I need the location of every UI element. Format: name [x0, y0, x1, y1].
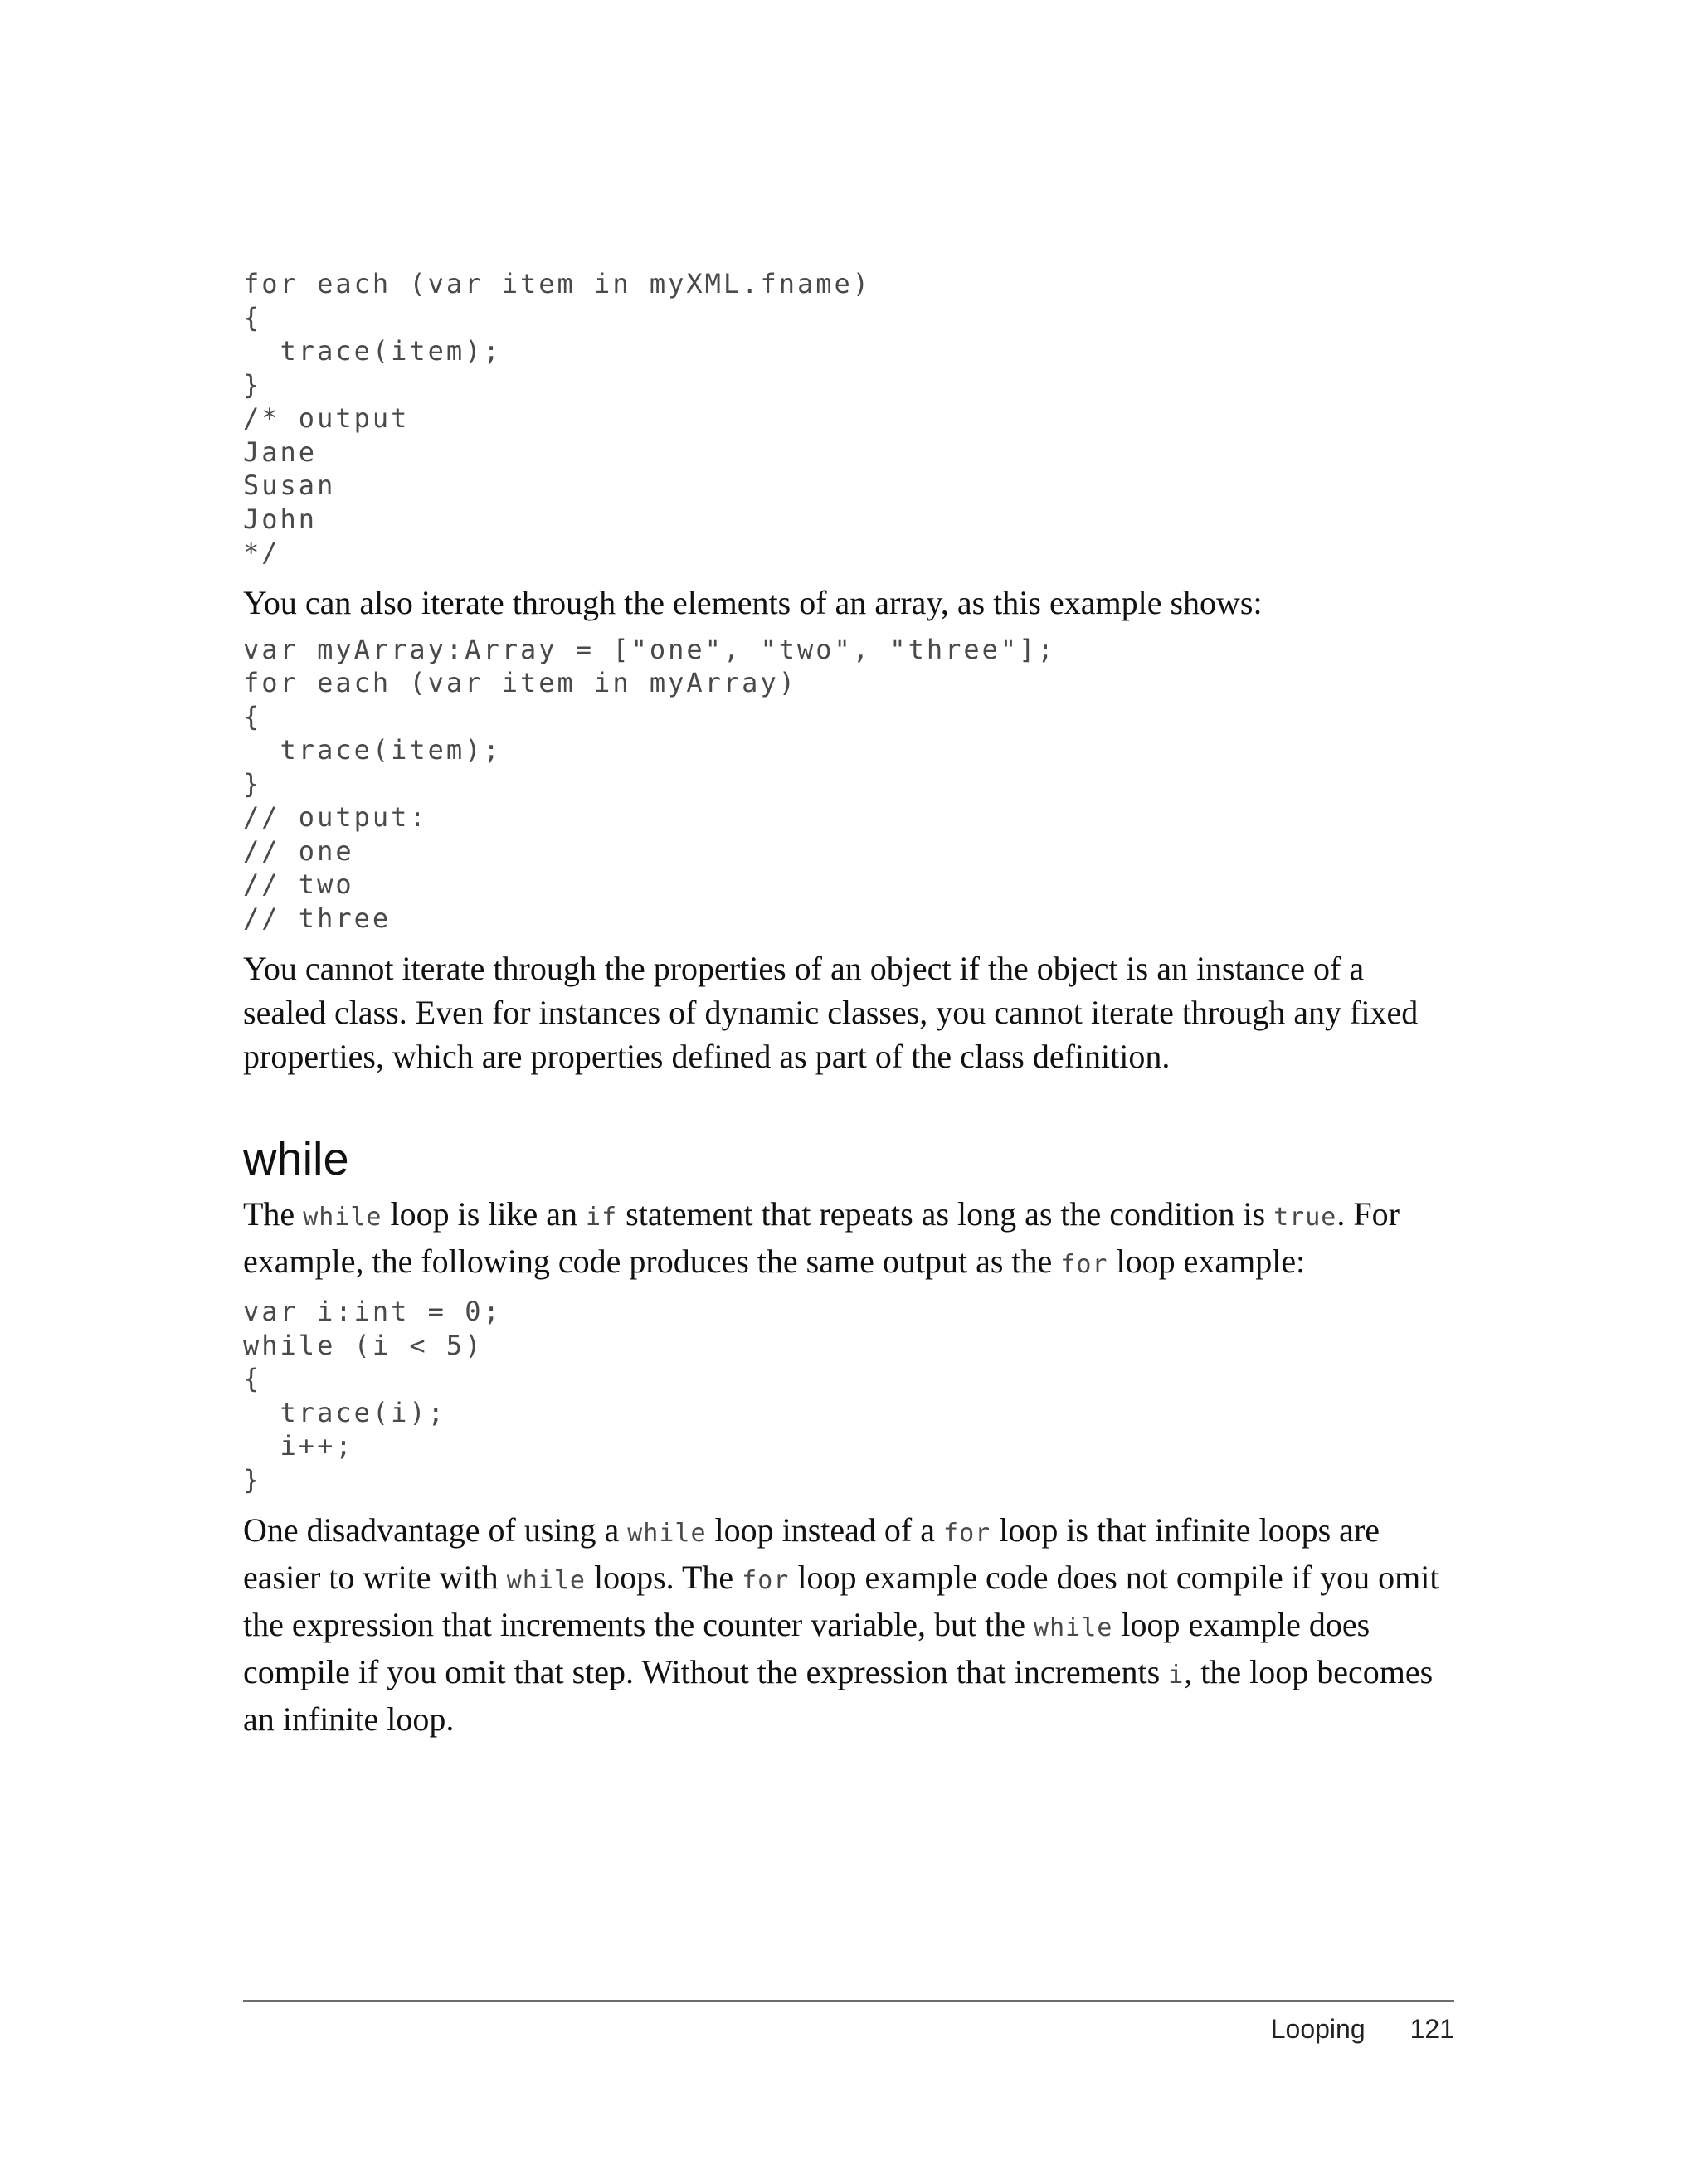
inline-code: if [586, 1203, 618, 1232]
text-run: The [243, 1195, 304, 1233]
inline-code: i [1168, 1661, 1185, 1690]
inline-code: while [627, 1519, 707, 1548]
paragraph [243, 1508, 1454, 1741]
page-number: 121 [1409, 2014, 1454, 2044]
inline-code: for [742, 1566, 790, 1595]
inline-code: for [943, 1519, 991, 1548]
inline-code: while [303, 1203, 382, 1232]
paragraph: You cannot iterate through the properties of an object if the object is an instance of a sealed class. Even for instances of dynamic classes, you cannot iterate through any fixed properties, which are properties defined as part of the class definition. [243, 950, 1419, 1075]
text-run: loop example code does not compile if you omit the expression that increments the counter variable, but the [243, 1559, 1439, 1643]
page-content [243, 0, 1454, 1741]
text-run: , the loop becomes an infinite loop. [243, 1653, 1434, 1738]
paragraph: You can also iterate through the elements of an array, as this example shows: [243, 583, 1263, 621]
paragraph [243, 1192, 1454, 1287]
code-block: for each (var item in myXML.fname) { trace(item); } /* output Jane Susan John */ [243, 268, 872, 568]
inline-code: for [1060, 1250, 1108, 1279]
text-run: loops. The [586, 1559, 742, 1596]
text-run: One disadvantage of using a [243, 1511, 628, 1549]
code-block: var i:int = 0; while (i < 5) { trace(i); i++; } [243, 1296, 502, 1496]
text-run: loop example: [1108, 1243, 1306, 1280]
text-run: statement that repeats as long as the condition is [617, 1195, 1274, 1233]
section-heading: while [243, 1132, 349, 1184]
footer-rule [243, 2000, 1454, 2002]
text-run: loop instead of a [706, 1511, 944, 1549]
code-block: var myArray:Array = ["one", "two", "three"]; for each (var item in myArray) { trace(item); } // output: // one // two // three [243, 633, 1056, 934]
inline-code: while [1034, 1613, 1113, 1642]
text-run: loop example does compile if you omit that step. Without the expression that increments [243, 1606, 1370, 1690]
page-footer [1271, 2014, 1454, 2045]
text-run: loop is that infinite loops are easier to write with [243, 1511, 1380, 1596]
inline-code: true [1273, 1203, 1337, 1232]
text-run: . For example, the following code produces the same output as the [243, 1195, 1400, 1280]
inline-code: while [506, 1566, 586, 1595]
text-run: loop is like an [382, 1195, 587, 1233]
footer-chapter-title: Looping [1270, 2014, 1366, 2044]
